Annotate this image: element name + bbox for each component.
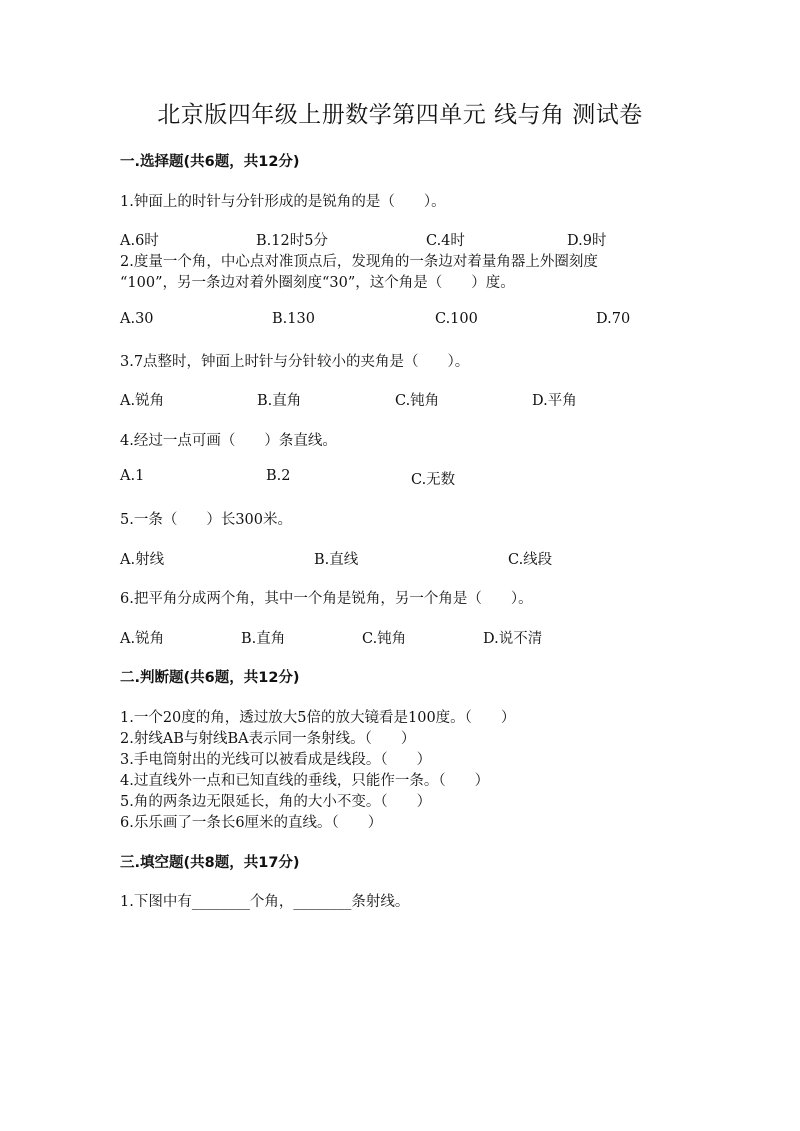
option-a: A.30 (120, 311, 154, 327)
option-c: C.钝角 (395, 393, 440, 409)
judgment-item: 5.角的两条边无限延长，角的大小不变。（ ） (120, 794, 432, 810)
option-b: B.直角 (241, 631, 286, 647)
option-b: B.12时5分 (256, 233, 328, 249)
option-c: C.4时 (426, 233, 465, 249)
option-b: B.2 (266, 468, 291, 484)
judgment-item: 2.射线AB与射线BA表示同一条射线。（ ） (120, 731, 416, 747)
section-heading-choice: 一.选择题(共6题，共12分) (120, 154, 300, 170)
option-c: C.100 (435, 311, 478, 327)
option-a: A.射线 (120, 552, 165, 568)
option-d: D.9时 (567, 233, 607, 249)
option-b: B.直角 (257, 393, 302, 409)
question-text: 3.7点整时，钟面上时针与分针较小的夹角是（ ）。 (120, 354, 470, 370)
option-d: D.平角 (532, 393, 577, 409)
judgment-item: 1.一个20度的角，透过放大5倍的放大镜看是100度。（ ） (120, 710, 516, 726)
option-d: D.70 (596, 311, 631, 327)
question-text: 1.钟面上的时针与分针形成的是锐角的是（ ）。 (120, 194, 446, 210)
judgment-item: 3.手电筒射出的光线可以被看成是线段。（ ） (120, 752, 432, 768)
judgment-item: 4.过直线外一点和已知直线的垂线，只能作一条。（ ） (120, 773, 490, 789)
option-a: A.6时 (120, 233, 159, 249)
option-a: A.锐角 (120, 631, 165, 647)
question-text: 6.把平角分成两个角，其中一个角是锐角，另一个角是（ ）。 (120, 591, 533, 607)
option-c: C.线段 (508, 552, 553, 568)
question-text: 5.一条（ ）长300米。 (120, 512, 293, 528)
option-b: B.直线 (314, 552, 359, 568)
judgment-item: 6.乐乐画了一条长6厘米的直线。（ ） (120, 815, 383, 831)
question-text: “100”，另一条边对着外圈刻度“30”，这个角是（ ）度。 (120, 275, 515, 291)
option-a: A.锐角 (120, 393, 165, 409)
option-c: C.无数 (411, 472, 456, 488)
option-d: D.说不清 (483, 631, 543, 647)
fill-blank-question: 1.下图中有________个角，________条射线。 (120, 894, 410, 910)
option-a: A.1 (120, 468, 145, 484)
section-heading-judgment: 二.判断题(共6题，共12分) (120, 670, 300, 686)
question-text: 4.经过一点可画（ ）条直线。 (120, 433, 337, 449)
page-title: 北京版四年级上册数学第四单元 线与角 测试卷 (157, 102, 643, 128)
section-heading-fill-blank: 三.填空题(共8题，共17分) (120, 855, 300, 871)
option-b: B.130 (272, 311, 315, 327)
option-c: C.钝角 (362, 631, 407, 647)
question-text: 2.度量一个角，中心点对准顶点后，发现角的一条边对着量角器上外圈刻度 (120, 254, 598, 270)
